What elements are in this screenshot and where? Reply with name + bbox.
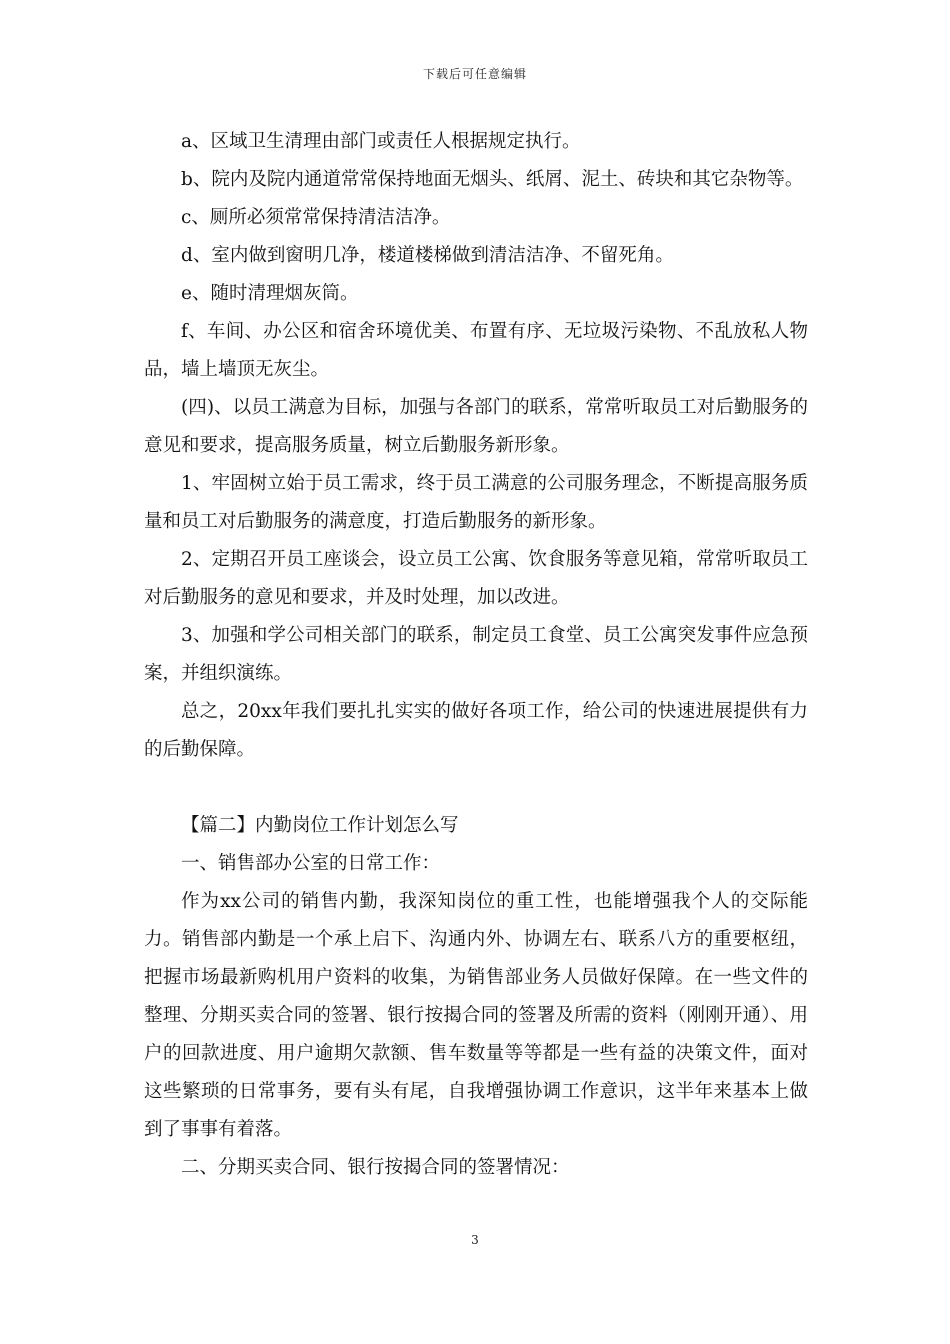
paragraph: a、区域卫生清理由部门或责任人根据规定执行。 [181,131,581,152]
paragraph: 3、加强和学公司相关部门的联系，制定员工食堂、员工公寓突发事件应急预案，并组织演练。 [144,625,808,684]
subheading: 一、销售部办公室的日常工作： [181,853,441,874]
document-body [144,123,808,1187]
page-header-note: 下载后可任意编辑 [422,67,527,81]
section-heading: 【篇二】内勤岗位工作计划怎么写 [181,815,459,836]
conclusion-paragraph: 总之，20xx年我们要扎扎实实的做好各项工作，给公司的快速进展提供有力的后勤保障。 [144,701,808,760]
paragraph: 1、牢固树立始于员工需求，终于员工满意的公司服务理念，不断提高服务质量和员工对后勤服务的满意度，打造后勤服务的新形象。 [144,473,808,532]
subheading: 二、分期买卖合同、银行按揭合同的签署情况： [181,1157,570,1178]
page-number: 3 [471,1233,479,1247]
paragraph: 2、定期召开员工座谈会，设立员工公寓、饮食服务等意见箱，常常听取员工对后勤服务的意见和要求，并及时处理，加以改进。 [144,549,808,608]
paragraph: 作为xx公司的销售内勤，我深知岗位的重工性，也能增强我个人的交际能力。销售部内勤是一个承上启下、沟通内外、协调左右、联系八方的重要枢纽，把握市场最新购机用户资料的收集，为销售部业务人员做好保障。在一些文件的整理、分期买卖合同的签署、银行按揭合同的签署及所需的资料（刚刚开通）、用户的回款进度、用户逾期欠款额、售车数量等等都是一些有益的决策文件，面对这些繁琐的日常事务，要有头有尾，自我增强协调工作意识，这半年来基本上做到了事事有着落。 [144,891,808,1140]
paragraph: b、院内及院内通道常常保持地面无烟头、纸屑、泥土、砖块和其它杂物等。 [181,169,804,190]
paragraph: d、室内做到窗明几净，楼道楼梯做到清洁洁净、不留死角。 [181,245,674,266]
paragraph: e、随时清理烟灰筒。 [181,283,359,304]
paragraph: (四)、以员工满意为目标，加强与各部门的联系，常常听取员工对后勤服务的意见和要求，提高服务质量，树立后勤服务新形象。 [144,397,808,456]
paragraph: f、车间、办公区和宿舍环境优美、布置有序、无垃圾污染物、不乱放私人物品，墙上墙顶无灰尘。 [144,321,808,380]
paragraph: c、厕所必须常常保持清洁洁净。 [181,207,451,228]
section-gap [144,769,808,807]
